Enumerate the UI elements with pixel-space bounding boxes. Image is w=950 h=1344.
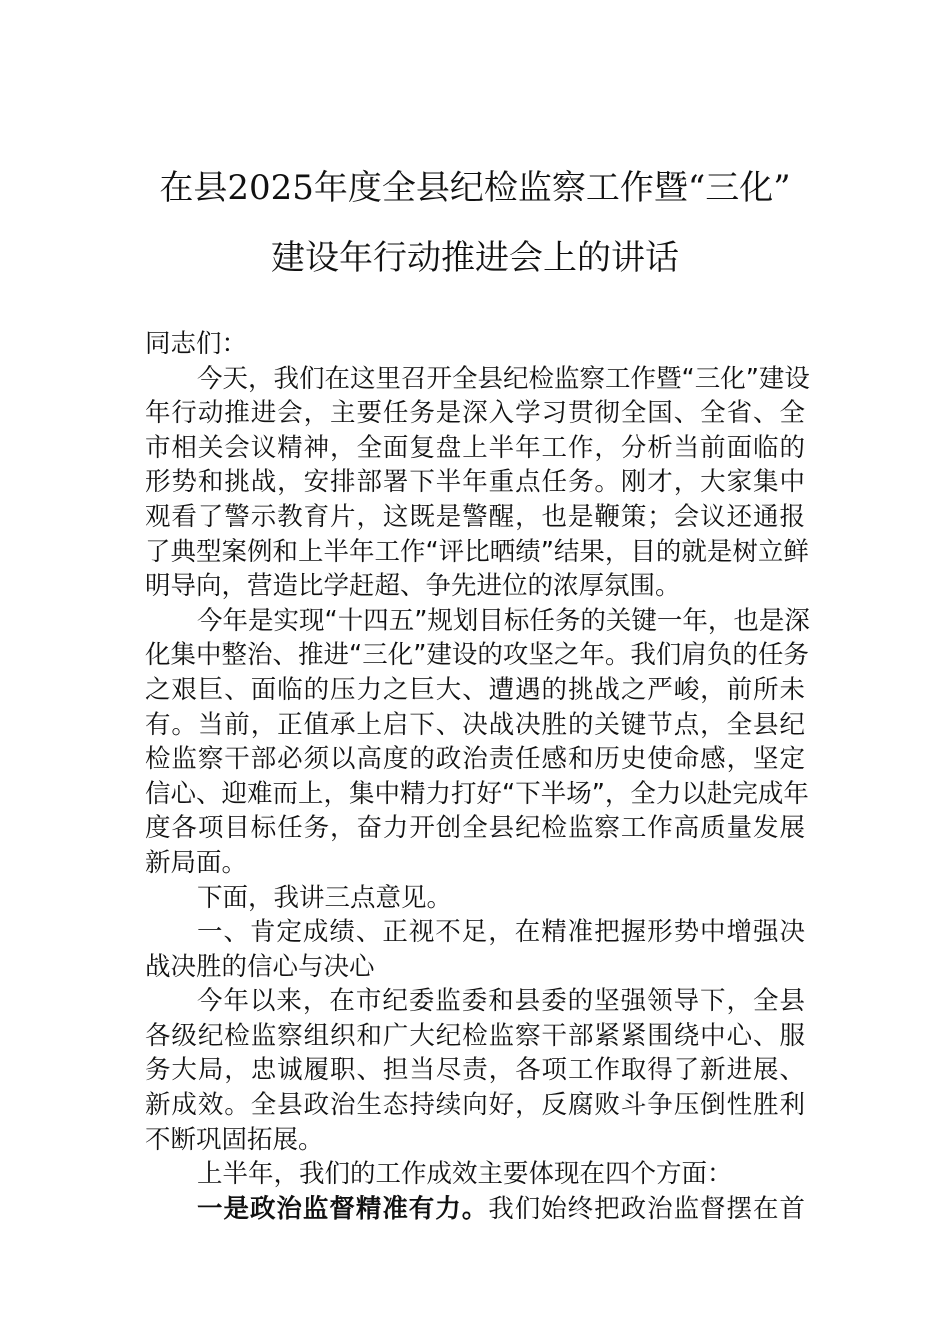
text-line: 了典型案例和上半年工作“评比晒绩”结果，目的就是树立鲜 (145, 536, 809, 567)
text-line: 今年是实现“十四五”规划目标任务的关键一年，也是深 (197, 605, 810, 636)
text-line: 上半年，我们的工作成效主要体现在四个方面： (197, 1159, 733, 1190)
text-line: 形势和挑战，安排部署下半年重点任务。刚才，大家集中 (145, 467, 805, 498)
document-title-line-2: 建设年行动推进会上的讲话 (271, 238, 679, 278)
text-line: 下面，我讲三点意见。 (197, 882, 453, 913)
text-line: 不断巩固拓展。 (145, 1124, 324, 1155)
text-line: 各级纪检监察组织和广大纪检监察干部紧紧围绕中心、服 (145, 1020, 805, 1051)
section-heading-line: 战决胜的信心与决心 (145, 951, 375, 982)
text-line: 明导向，营造比学赶超、争先进位的浓厚氛围。 (145, 571, 681, 602)
text-line: 今年以来，在市纪委监委和县委的坚强领导下，全县 (197, 986, 805, 1017)
text-line: 有。当前，正值承上启下、决战决胜的关键节点，全县纪 (145, 709, 805, 740)
text-run: 我们始终把政治监督摆在首 (488, 1193, 805, 1224)
text-line: 化集中整治、推进“三化”建设的攻坚之年。我们肩负的任务 (145, 640, 809, 671)
text-line: 检监察干部必须以高度的政治责任感和历史使命感，坚定 (145, 744, 805, 775)
document-title-line-1: 在县2025年度全县纪检监察工作暨“三化” (159, 168, 791, 208)
text-line: 年行动推进会，主要任务是深入学习贯彻全国、全省、全 (145, 398, 805, 429)
text-line: 务大局，忠诚履职、担当尽责，各项工作取得了新进展、 (145, 1055, 805, 1086)
text-line (145, 1192, 805, 1227)
text-line: 之艰巨、面临的压力之巨大、遭遇的挑战之严峻，前所未 (145, 674, 805, 705)
bold-lead: 一是政治监督精准有力。 (197, 1193, 489, 1224)
text-line: 新局面。 (145, 847, 248, 878)
section-heading-line: 一、肯定成绩、正视不足，在精准把握形势中增强决 (197, 917, 805, 948)
document-body (145, 327, 810, 1226)
text-line: 度各项目标任务，奋力开创全县纪检监察工作高质量发展 (145, 813, 805, 844)
text-line: 今天，我们在这里召开全县纪检监察工作暨“三化”建设 (197, 363, 810, 394)
salutation: 同志们： (145, 329, 248, 359)
text-line: 新成效。全县政治生态持续向好，反腐败斗争压倒性胜利 (145, 1090, 805, 1121)
text-line: 市相关会议精神，全面复盘上半年工作，分析当前面临的 (145, 432, 805, 463)
text-line: 观看了警示教育片，这既是警醒，也是鞭策；会议还通报 (145, 501, 805, 532)
text-line: 信心、迎难而上，集中精力打好“下半场”，全力以赴完成年 (145, 778, 809, 809)
